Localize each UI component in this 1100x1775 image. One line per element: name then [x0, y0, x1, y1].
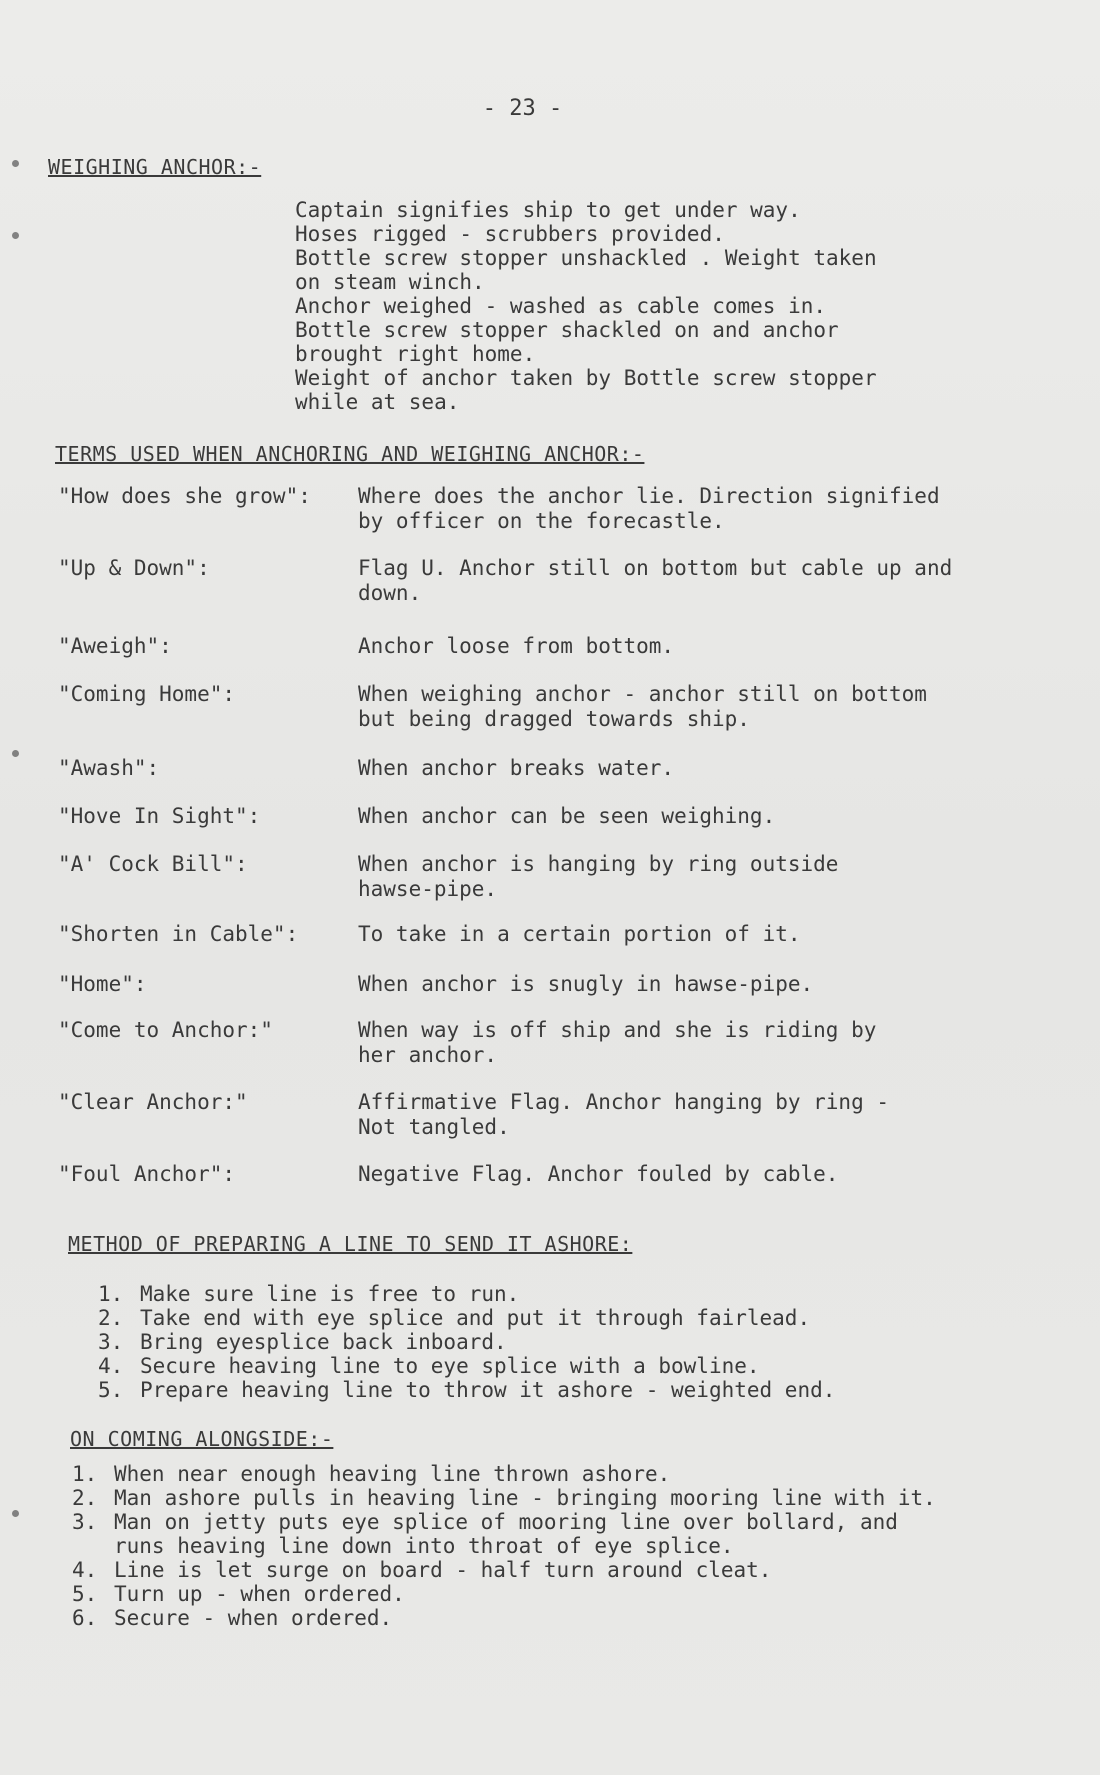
list-item: [72, 1486, 1062, 1510]
punch-hole: [12, 232, 19, 239]
list-item-text: Make sure line is free to run.: [140, 1282, 520, 1306]
list-item-text: Bring eyesplice back inboard.: [140, 1330, 507, 1354]
list-item-text: Prepare heaving line to throw it ashore - weighted end.: [140, 1378, 836, 1402]
term-definition: When anchor breaks water.: [358, 756, 675, 780]
list-item-text: When near enough heaving line thrown ashore.: [114, 1462, 671, 1486]
list-item: [72, 1558, 1062, 1582]
term-label: "Clear Anchor:": [58, 1090, 248, 1114]
list-item: [72, 1510, 1062, 1558]
list-item: [72, 1462, 1062, 1486]
list-item-number: 5.: [98, 1378, 124, 1402]
term-definition: To take in a certain portion of it.: [358, 922, 801, 946]
term-label: "How does she grow":: [58, 484, 311, 508]
term-label: "A' Cock Bill":: [58, 852, 248, 876]
list-item: [98, 1306, 998, 1330]
term-label: "Awash":: [58, 756, 160, 780]
list-item: [98, 1282, 998, 1306]
list-item-text: Secure - when ordered.: [114, 1606, 393, 1630]
list-item-number: 1.: [98, 1282, 124, 1306]
term-definition: Negative Flag. Anchor fouled by cable.: [358, 1162, 839, 1186]
punch-hole: [12, 1510, 19, 1517]
list-item-number: 6.: [72, 1606, 98, 1630]
weighing-anchor-heading: WEIGHING ANCHOR:-: [48, 155, 262, 179]
list-item-text: Turn up - when ordered.: [114, 1582, 405, 1606]
list-item-number: 2.: [98, 1306, 124, 1330]
method-heading: METHOD OF PREPARING A LINE TO SEND IT ASHORE:: [68, 1232, 633, 1256]
term-definition: When way is off ship and she is riding by her anchor.: [358, 1018, 877, 1067]
term-definition: When anchor is hanging by ring outside hawse-pipe.: [358, 852, 839, 901]
term-definition: When anchor is snugly in hawse-pipe.: [358, 972, 814, 996]
list-item-text: Line is let surge on board - half turn around cleat.: [114, 1558, 772, 1582]
term-label: "Foul Anchor":: [58, 1162, 236, 1186]
term-definition: Flag U. Anchor still on bottom but cable up and down.: [358, 556, 953, 605]
weighing-anchor-text: Captain signifies ship to get under way. Hoses rigged - scrubbers provided. Bottle screw stopper unshackled . Weight taken on steam winch. Anchor weighed - washed as cable comes in. Bottle screw stopper shackled on and anchor brought right home. Weight of anchor taken by Bottle screw stopper while at sea.: [295, 198, 877, 414]
term-label: "Come to Anchor:": [58, 1018, 273, 1042]
list-item-text: Secure heaving line to eye splice with a bowline.: [140, 1354, 760, 1378]
punch-hole: [12, 160, 19, 167]
list-item-number: 2.: [72, 1486, 98, 1510]
page-number: - 23 -: [482, 96, 563, 121]
term-label: "Hove In Sight":: [58, 804, 261, 828]
term-definition: When anchor can be seen weighing.: [358, 804, 776, 828]
list-item-text: Man on jetty puts eye splice of mooring line over bollard, and runs heaving line down into throat of eye splice.: [114, 1510, 898, 1558]
list-item: [72, 1582, 1062, 1606]
punch-hole: [12, 750, 19, 757]
term-definition: Where does the anchor lie. Direction signified by officer on the forecastle.: [358, 484, 940, 533]
terms-heading: TERMS USED WHEN ANCHORING AND WEIGHING ANCHOR:-: [55, 442, 645, 466]
list-item-number: 3.: [98, 1330, 124, 1354]
list-item: [98, 1330, 998, 1354]
term-label: "Coming Home":: [58, 682, 236, 706]
list-item: [98, 1378, 998, 1402]
list-item-text: Man ashore pulls in heaving line - bringing mooring line with it.: [114, 1486, 936, 1510]
list-item-number: 3.: [72, 1510, 98, 1534]
list-item-number: 5.: [72, 1582, 98, 1606]
list-item-text: Take end with eye splice and put it through fairlead.: [140, 1306, 811, 1330]
term-label: "Shorten in Cable":: [58, 922, 299, 946]
method-steps-list: [98, 1282, 998, 1402]
list-item-number: 4.: [98, 1354, 124, 1378]
alongside-steps-list: [72, 1462, 1062, 1630]
alongside-heading: ON COMING ALONGSIDE:-: [70, 1427, 334, 1451]
list-item-number: 4.: [72, 1558, 98, 1582]
list-item: [98, 1354, 998, 1378]
list-item: [72, 1606, 1062, 1630]
list-item-number: 1.: [72, 1462, 98, 1486]
term-label: "Aweigh":: [58, 634, 172, 658]
term-label: "Home":: [58, 972, 147, 996]
term-definition: When weighing anchor - anchor still on bottom but being dragged towards ship.: [358, 682, 927, 731]
term-definition: Affirmative Flag. Anchor hanging by ring - Not tangled.: [358, 1090, 890, 1139]
term-label: "Up & Down":: [58, 556, 210, 580]
term-definition: Anchor loose from bottom.: [358, 634, 675, 658]
